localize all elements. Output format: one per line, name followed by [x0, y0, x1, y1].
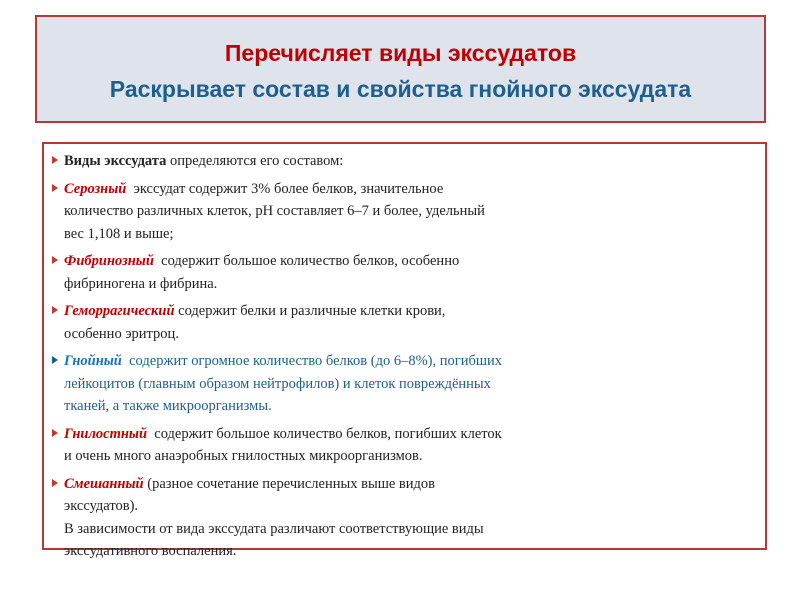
- putrid-line-1: содержит большое количество белков, погибших клеток: [147, 425, 502, 442]
- triangle-bullet-icon: [52, 306, 58, 314]
- list-item-purulent: [52, 350, 652, 418]
- purulent-line-3: тканей, а также микроорганизмы.: [64, 398, 272, 414]
- purulent-line-1: содержит огромное количество белков (до 6–8%), погибших: [121, 353, 503, 369]
- list-item-fibrinous: [52, 250, 652, 295]
- mixed-line-2: экссудатов).: [64, 498, 139, 514]
- triangle-bullet-icon: [52, 479, 58, 487]
- list-item-hemorrhagic: [52, 300, 652, 345]
- triangle-bullet-icon: [52, 356, 58, 364]
- serous-line-1: экссудат содержит 3% более белков, значительное: [126, 180, 444, 197]
- closing-line-1: В зависимости от вида экссудата различают соответствующие виды: [64, 520, 484, 537]
- intro-text: определяются его составом:: [166, 153, 344, 169]
- intro-paragraph: [52, 150, 652, 173]
- term-fibrinous: Фибринозный: [64, 253, 154, 269]
- term-serous: Серозный: [64, 180, 127, 197]
- content-text: [52, 150, 652, 563]
- term-purulent: Гнойный: [64, 353, 122, 369]
- purulent-line-2: лейкоцитов (главным образом нейтрофилов) и клеток повреждённых: [64, 375, 491, 392]
- hemorrhagic-line-2: особенно эритроц.: [64, 325, 179, 342]
- mixed-line-1: (разное сочетание перечисленных выше видов: [143, 475, 436, 492]
- serous-line-3: вес 1,108 и выше;: [64, 225, 174, 242]
- triangle-bullet-icon: [52, 429, 58, 437]
- term-mixed: Смешанный: [64, 475, 144, 492]
- triangle-bullet-icon: [52, 256, 58, 264]
- triangle-bullet-icon: [52, 156, 58, 164]
- list-item-mixed: [52, 473, 652, 563]
- serous-line-2: количество различных клеток, pH составляет 6–7 и более, удельный: [64, 203, 485, 219]
- slide-title: Перечисляет виды экссудатов: [224, 40, 577, 66]
- triangle-bullet-icon: [52, 184, 58, 192]
- slide-subtitle: Раскрывает состав и свойства гнойного экссудата: [109, 76, 692, 102]
- fibrinous-line-2: фибриногена и фибрина.: [64, 275, 218, 292]
- list-item-putrid: [52, 423, 652, 468]
- closing-line-2: экссудативного воспаления.: [64, 543, 237, 559]
- list-item-serous: [52, 178, 652, 246]
- term-putrid: Гнилостный: [64, 425, 148, 442]
- content-box: [42, 142, 767, 559]
- intro-term: Виды экссудата: [64, 153, 167, 169]
- putrid-line-2: и очень много анаэробных гнилостных микроорганизмов.: [64, 448, 423, 464]
- term-hemorrhagic: Геморрагический: [64, 303, 175, 319]
- header-box: [35, 15, 766, 123]
- hemorrhagic-line-1: содержит белки и различные клетки крови,: [174, 303, 446, 319]
- fibrinous-line-1: содержит большое количество белков, особенно: [153, 253, 460, 269]
